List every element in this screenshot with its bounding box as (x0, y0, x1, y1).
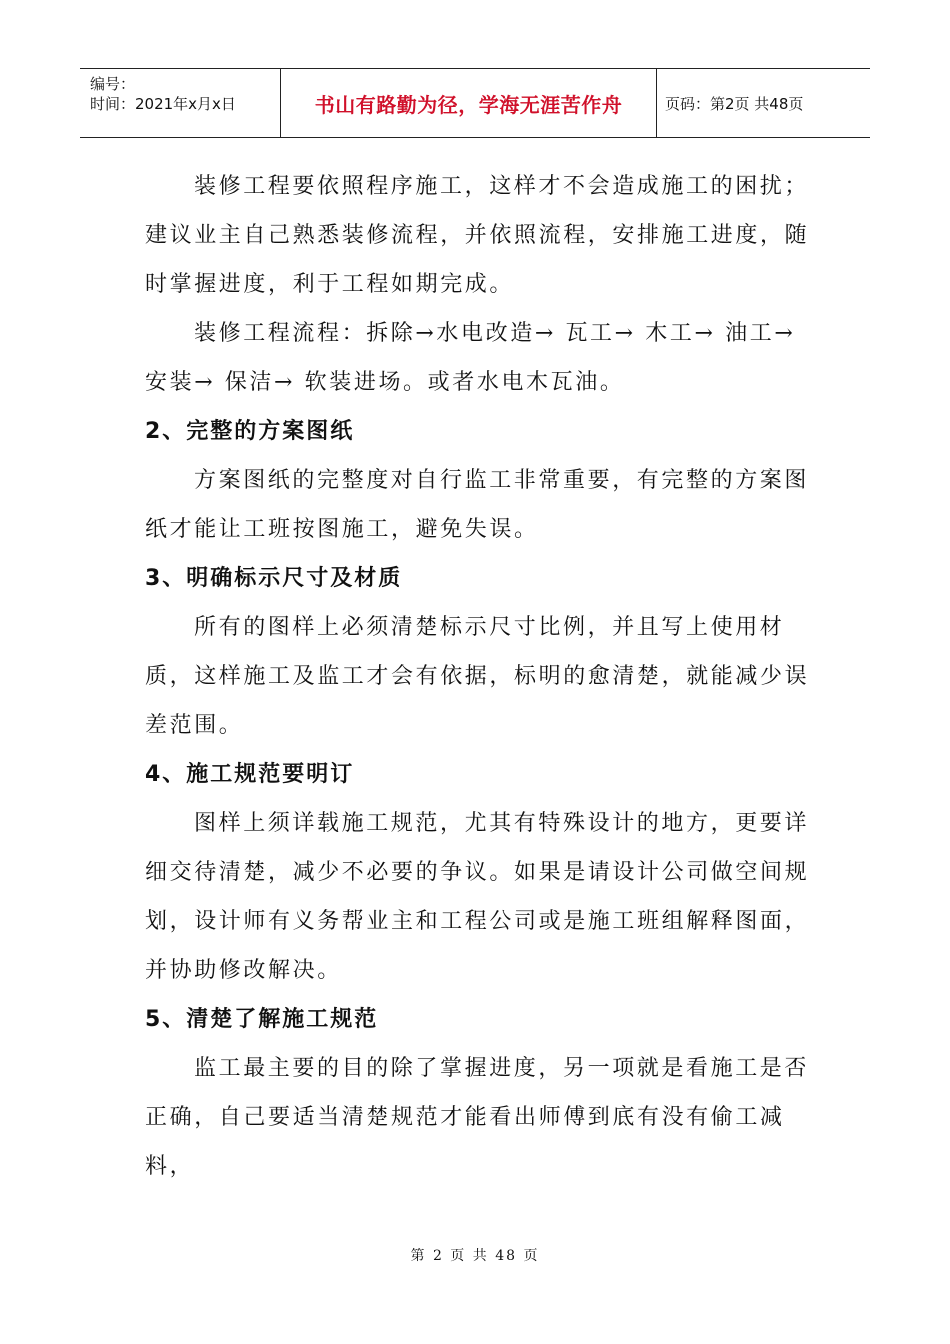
header-page-info: 页码：第2页 共48页 (665, 94, 804, 113)
time-label: 时间：2021年x月x日 (90, 95, 236, 113)
number-label: 编号： (90, 75, 136, 93)
paragraph: 装修工程流程：拆除→水电改造→ 瓦工→ 木工→ 油工→ 安装→ 保洁→ 软装进场。或者水电木瓦油。 (145, 321, 796, 395)
section-heading: 3、明确标示尺寸及材质 (145, 566, 403, 591)
header-meta-cell (80, 69, 280, 137)
paragraph: 图样上须详载施工规范，尤其有特殊设计的地方，更要详细交待清楚，减少不必要的争议。如果是请设计公司做空间规划，设计师有义务帮业主和工程公司或是施工班组解释图面，并协助修改解决。 (145, 811, 810, 983)
paragraph: 监工最主要的目的除了掌握进度，另一项就是看施工是否正确，自己要适当清楚规范才能看出师傅到底有没有偷工减料， (145, 1056, 810, 1179)
paragraph: 方案图纸的完整度对自行监工非常重要，有完整的方案图纸才能让工班按图施工，避免失误。 (145, 468, 810, 542)
header-table (80, 68, 870, 138)
document-body (145, 162, 825, 1191)
section-heading: 5、清楚了解施工规范 (145, 1007, 379, 1032)
page-footer: 第 2 页 共 48 页 (410, 1248, 540, 1264)
section-heading: 4、施工规范要明订 (145, 762, 355, 787)
paragraph: 装修工程要依照程序施工，这样才不会造成施工的困扰；建议业主自己熟悉装修流程，并依照流程，安排施工进度，随时掌握进度，利于工程如期完成。 (145, 174, 810, 297)
header-motto: 书山有路勤为径，学海无涯苦作舟 (314, 92, 623, 117)
section-heading: 2、完整的方案图纸 (145, 419, 355, 444)
paragraph: 所有的图样上必须清楚标示尺寸比例，并且写上使用材质，这样施工及监工才会有依据，标明的愈清楚，就能减少误差范围。 (145, 615, 810, 738)
